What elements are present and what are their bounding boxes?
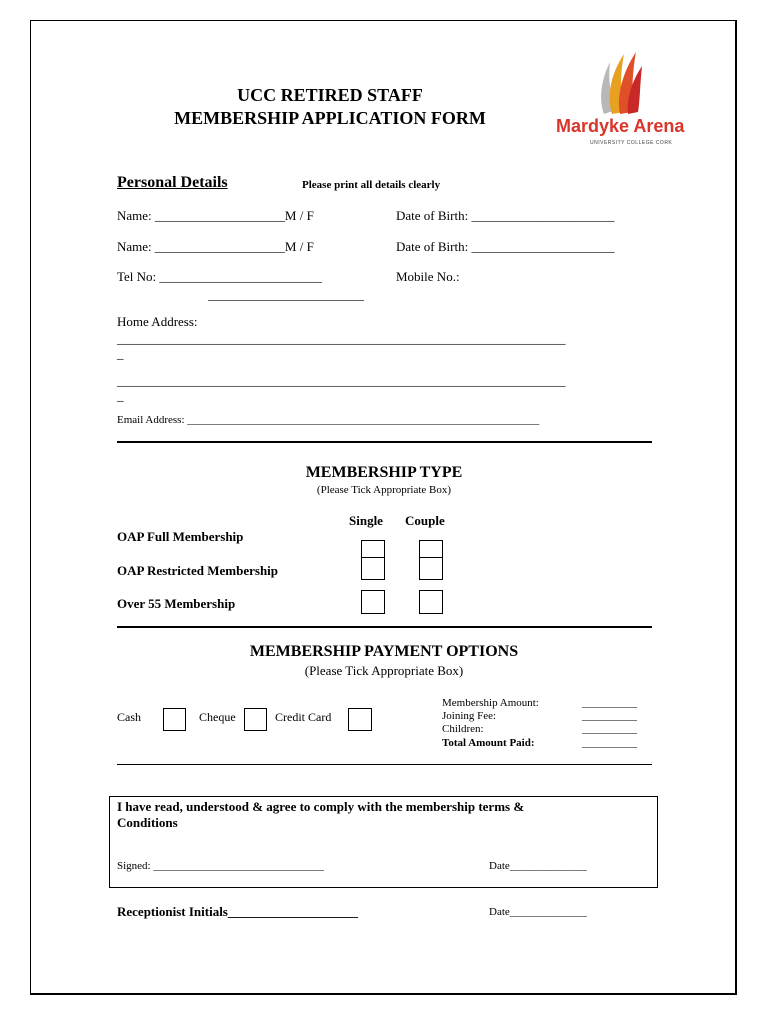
cash-label: Cash [117,710,141,724]
joining-fee-field[interactable]: __________ [582,710,637,722]
credit-card-label: Credit Card [275,710,332,724]
agreement-date-field[interactable]: Date______________ [489,860,587,872]
address-line-1-cont: _ [117,346,124,361]
home-address-label: Home Address: [117,314,198,329]
over-55-label: Over 55 Membership [117,596,236,611]
form-title-line1: UCC RETIRED STAFF [237,85,423,105]
col-single: Single [349,513,383,528]
section-divider [117,441,652,443]
over55-couple-checkbox[interactable] [419,590,443,614]
children-field[interactable]: __________ [582,723,637,735]
membership-amount-field[interactable]: __________ [582,697,637,709]
section-divider [117,764,652,765]
name-field-1[interactable]: Name: ____________________M / F [117,208,314,223]
oap-restricted-couple-checkbox[interactable] [419,557,443,580]
joining-fee-label: Joining Fee: [442,710,497,722]
receptionist-date-field[interactable]: Date______________ [489,906,587,918]
cheque-label: Cheque [199,710,236,724]
signed-field[interactable]: Signed: _______________________________ [117,860,324,872]
address-line-1[interactable]: _____________________________________________________________________ [117,331,566,346]
oap-full-single-checkbox[interactable] [361,540,385,558]
logo-sub: UNIVERSITY COLLEGE CORK [590,140,673,146]
credit-card-checkbox[interactable] [348,708,372,731]
total-amount-field[interactable]: __________ [582,737,637,749]
oap-restricted-single-checkbox[interactable] [361,557,385,580]
form-title-line2: MEMBERSHIP APPLICATION FORM [174,108,486,128]
section-divider [117,626,652,628]
payment-options-subtitle: (Please Tick Appropriate Box) [304,663,464,678]
membership-amount-label: Membership Amount: [442,697,539,709]
email-field[interactable]: Email Address: ________________________________________________________________ [117,414,540,426]
print-instruction: Please print all details clearly [302,179,441,191]
mobile-label: Mobile No.: [396,269,460,284]
dob-field-1[interactable]: Date of Birth: ______________________ [396,208,615,223]
total-amount-label: Total Amount Paid: [442,737,535,749]
tel-field[interactable]: Tel No: _________________________ [117,269,322,284]
receptionist-initials-field[interactable]: Receptionist Initials____________________ [117,904,358,919]
payment-options-title: MEMBERSHIP PAYMENT OPTIONS [249,643,519,660]
mobile-field-line[interactable]: ________________________ [208,287,364,302]
oap-restricted-label: OAP Restricted Membership [117,563,279,578]
address-line-2-cont: _ [117,388,124,403]
children-label: Children: [442,723,484,735]
name-field-2[interactable]: Name: ____________________M / F [117,239,314,254]
over55-single-checkbox[interactable] [361,590,385,614]
cash-checkbox[interactable] [163,708,186,731]
membership-type-subtitle: (Please Tick Appropriate Box) [316,484,452,496]
mardyke-flame-logo-icon [596,48,646,118]
oap-full-couple-checkbox[interactable] [419,540,443,558]
membership-type-title: MEMBERSHIP TYPE [305,464,463,481]
dob-field-2[interactable]: Date of Birth: ______________________ [396,239,615,254]
agreement-text-line1: I have read, understood & agree to comply with the membership terms & [117,799,525,814]
logo-name: Mardyke Arena [556,116,685,136]
col-couple: Couple [405,513,445,528]
personal-details-heading: Personal Details [117,174,228,191]
cheque-checkbox[interactable] [244,708,267,731]
address-line-2[interactable]: _____________________________________________________________________ [117,373,566,388]
oap-full-label: OAP Full Membership [117,529,244,544]
agreement-text-line2: Conditions [117,815,178,830]
